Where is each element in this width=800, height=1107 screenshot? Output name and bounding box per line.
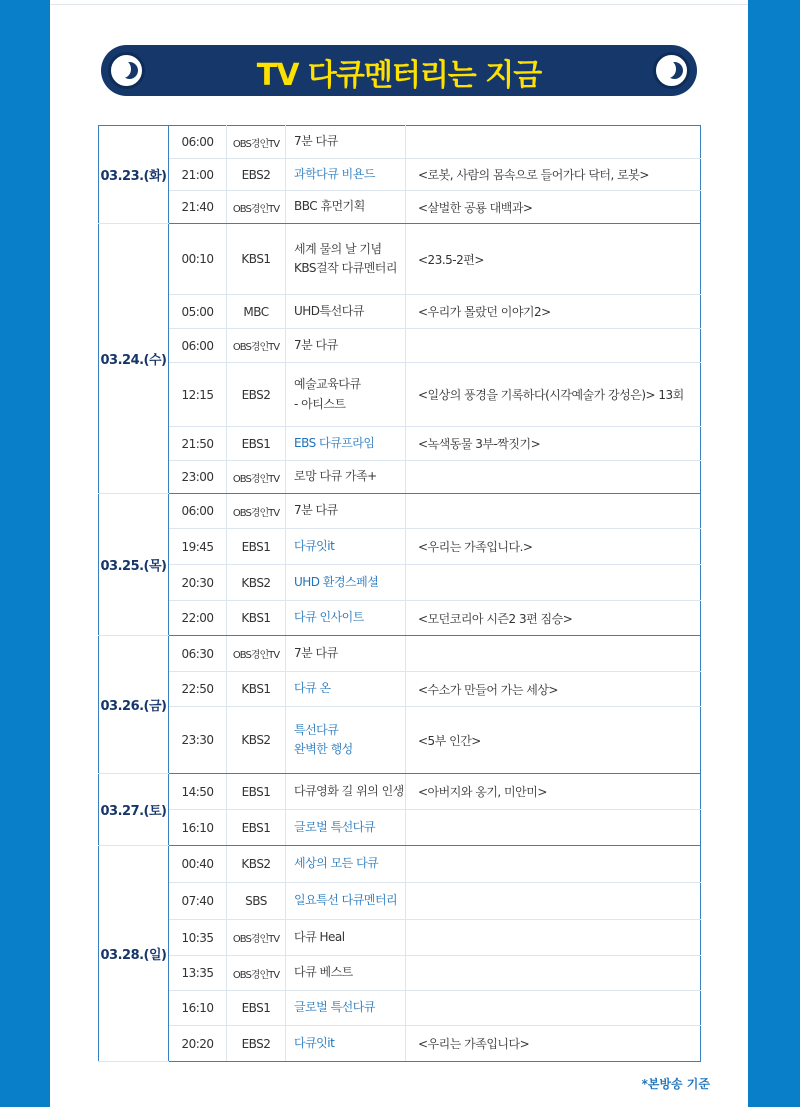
- table-row: [99, 565, 701, 601]
- top-divider: [50, 4, 748, 5]
- time-cell: 22:50: [169, 672, 227, 707]
- episode-cell: [406, 920, 701, 956]
- program-cell: 글로벌 특선다큐: [286, 810, 406, 846]
- date-cell: 03.26.(금): [99, 636, 169, 774]
- channel-cell: KBS2: [227, 707, 286, 774]
- time-cell: 16:10: [169, 810, 227, 846]
- episode-cell: <우리는 가족입니다.>: [406, 529, 701, 565]
- time-cell: 23:30: [169, 707, 227, 774]
- channel-cell: OBS경인TV: [227, 329, 286, 363]
- channel-cell: KBS2: [227, 565, 286, 601]
- program-cell: 7분 다큐: [286, 126, 406, 159]
- time-cell: 21:40: [169, 191, 227, 224]
- channel-cell: KBS2: [227, 846, 286, 883]
- episode-cell: [406, 956, 701, 991]
- channel-cell: KBS1: [227, 601, 286, 636]
- time-cell: 19:45: [169, 529, 227, 565]
- time-cell: 00:40: [169, 846, 227, 883]
- channel-cell: EBS2: [227, 1026, 286, 1062]
- channel-cell: EBS1: [227, 810, 286, 846]
- program-cell: 다큐 인사이트: [286, 601, 406, 636]
- channel-cell: OBS경인TV: [227, 126, 286, 159]
- time-cell: 23:00: [169, 461, 227, 494]
- episode-cell: [406, 810, 701, 846]
- program-cell: 예술교육다큐 - 아티스트: [286, 363, 406, 427]
- channel-cell: OBS경인TV: [227, 461, 286, 494]
- channel-cell: OBS경인TV: [227, 920, 286, 956]
- program-cell: 세계 물의 날 기념 KBS걸작 다큐멘터리: [286, 224, 406, 295]
- time-cell: 21:50: [169, 427, 227, 461]
- time-cell: 12:15: [169, 363, 227, 427]
- table-row: [99, 427, 701, 461]
- time-cell: 07:40: [169, 883, 227, 920]
- time-cell: 22:00: [169, 601, 227, 636]
- time-cell: 20:30: [169, 565, 227, 601]
- table-row: [99, 1026, 701, 1062]
- table-row: [99, 707, 701, 774]
- program-cell: BBC 휴먼기획: [286, 191, 406, 224]
- time-cell: 20:20: [169, 1026, 227, 1062]
- episode-cell: [406, 883, 701, 920]
- table-row: [99, 920, 701, 956]
- program-cell: 7분 다큐: [286, 494, 406, 529]
- channel-cell: OBS경인TV: [227, 636, 286, 672]
- channel-cell: KBS1: [227, 224, 286, 295]
- program-cell: 다큐잇it: [286, 1026, 406, 1062]
- episode-cell: [406, 846, 701, 883]
- episode-cell: <살벌한 공룡 대백과>: [406, 191, 701, 224]
- time-cell: 21:00: [169, 159, 227, 191]
- program-cell: 특선다큐 완벽한 행성: [286, 707, 406, 774]
- footnote: *본방송 기준: [641, 1077, 710, 1091]
- channel-cell: EBS1: [227, 991, 286, 1026]
- episode-cell: <우리가 몰랐던 이야기2>: [406, 295, 701, 329]
- program-cell: UHD특선다큐: [286, 295, 406, 329]
- time-cell: 06:00: [169, 494, 227, 529]
- episode-cell: <일상의 풍경을 기록하다(시각예술가 강성은)> 13회: [406, 363, 701, 427]
- program-cell: UHD 환경스페셜: [286, 565, 406, 601]
- time-cell: 06:00: [169, 329, 227, 363]
- title-banner: [101, 45, 697, 96]
- time-cell: 00:10: [169, 224, 227, 295]
- episode-cell: <아버지와 옹기, 미안미>: [406, 774, 701, 810]
- date-cell: 03.28.(일): [99, 846, 169, 1062]
- episode-cell: [406, 565, 701, 601]
- program-cell: EBS 다큐프라임: [286, 427, 406, 461]
- table-row: [99, 774, 701, 810]
- channel-cell: OBS경인TV: [227, 956, 286, 991]
- program-cell: 로망 다큐 가족+: [286, 461, 406, 494]
- table-row: [99, 191, 701, 224]
- table-row: [99, 126, 701, 159]
- channel-cell: EBS2: [227, 159, 286, 191]
- program-cell: 7분 다큐: [286, 329, 406, 363]
- date-cell: 03.23.(화): [99, 126, 169, 224]
- channel-cell: EBS1: [227, 529, 286, 565]
- date-cell: 03.27.(토): [99, 774, 169, 846]
- program-cell: 세상의 모든 다큐: [286, 846, 406, 883]
- table-row: [99, 672, 701, 707]
- episode-cell: [406, 126, 701, 159]
- page-title: TV 다큐멘터리는 지금: [256, 58, 542, 93]
- episode-cell: [406, 636, 701, 672]
- time-cell: 06:30: [169, 636, 227, 672]
- channel-cell: EBS2: [227, 363, 286, 427]
- episode-cell: [406, 329, 701, 363]
- table-row: [99, 159, 701, 191]
- schedule-table: [98, 125, 701, 1062]
- program-cell: 7분 다큐: [286, 636, 406, 672]
- channel-cell: SBS: [227, 883, 286, 920]
- program-cell: 다큐 베스트: [286, 956, 406, 991]
- program-cell: 다큐잇it: [286, 529, 406, 565]
- page-panel: [50, 0, 748, 1107]
- table-row: [99, 956, 701, 991]
- episode-cell: [406, 494, 701, 529]
- table-row: [99, 224, 701, 295]
- episode-cell: <로봇, 사람의 몸속으로 들어가다 닥터, 로봇>: [406, 159, 701, 191]
- episode-cell: [406, 991, 701, 1026]
- episode-cell: <5부 인간>: [406, 707, 701, 774]
- table-row: [99, 991, 701, 1026]
- program-cell: 과학다큐 비욘드: [286, 159, 406, 191]
- channel-cell: EBS1: [227, 774, 286, 810]
- table-row: [99, 461, 701, 494]
- channel-cell: KBS1: [227, 672, 286, 707]
- date-cell: 03.25.(목): [99, 494, 169, 636]
- episode-cell: <수소가 만들어 가는 세상>: [406, 672, 701, 707]
- moon-icon: [653, 52, 690, 89]
- table-row: [99, 883, 701, 920]
- episode-cell: <녹색동물 3부-짝짓기>: [406, 427, 701, 461]
- table-row: [99, 494, 701, 529]
- table-row: [99, 810, 701, 846]
- table-row: [99, 529, 701, 565]
- episode-cell: [406, 461, 701, 494]
- time-cell: 10:35: [169, 920, 227, 956]
- table-row: [99, 295, 701, 329]
- channel-cell: OBS경인TV: [227, 191, 286, 224]
- episode-cell: <모던코리아 시즌2 3편 짐승>: [406, 601, 701, 636]
- episode-cell: <우리는 가족입니다>: [406, 1026, 701, 1062]
- program-cell: 다큐영화 길 위의 인생: [286, 774, 406, 810]
- episode-cell: <23.5-2편>: [406, 224, 701, 295]
- program-cell: 일요특선 다큐멘터리: [286, 883, 406, 920]
- table-row: [99, 601, 701, 636]
- time-cell: 13:35: [169, 956, 227, 991]
- time-cell: 06:00: [169, 126, 227, 159]
- program-cell: 다큐 온: [286, 672, 406, 707]
- channel-cell: MBC: [227, 295, 286, 329]
- time-cell: 14:50: [169, 774, 227, 810]
- program-cell: 다큐 Heal: [286, 920, 406, 956]
- table-row: [99, 363, 701, 427]
- program-cell: 글로벌 특선다큐: [286, 991, 406, 1026]
- channel-cell: OBS경인TV: [227, 494, 286, 529]
- table-row: [99, 846, 701, 883]
- channel-cell: EBS1: [227, 427, 286, 461]
- time-cell: 16:10: [169, 991, 227, 1026]
- table-row: [99, 329, 701, 363]
- table-row: [99, 636, 701, 672]
- time-cell: 05:00: [169, 295, 227, 329]
- date-cell: 03.24.(수): [99, 224, 169, 494]
